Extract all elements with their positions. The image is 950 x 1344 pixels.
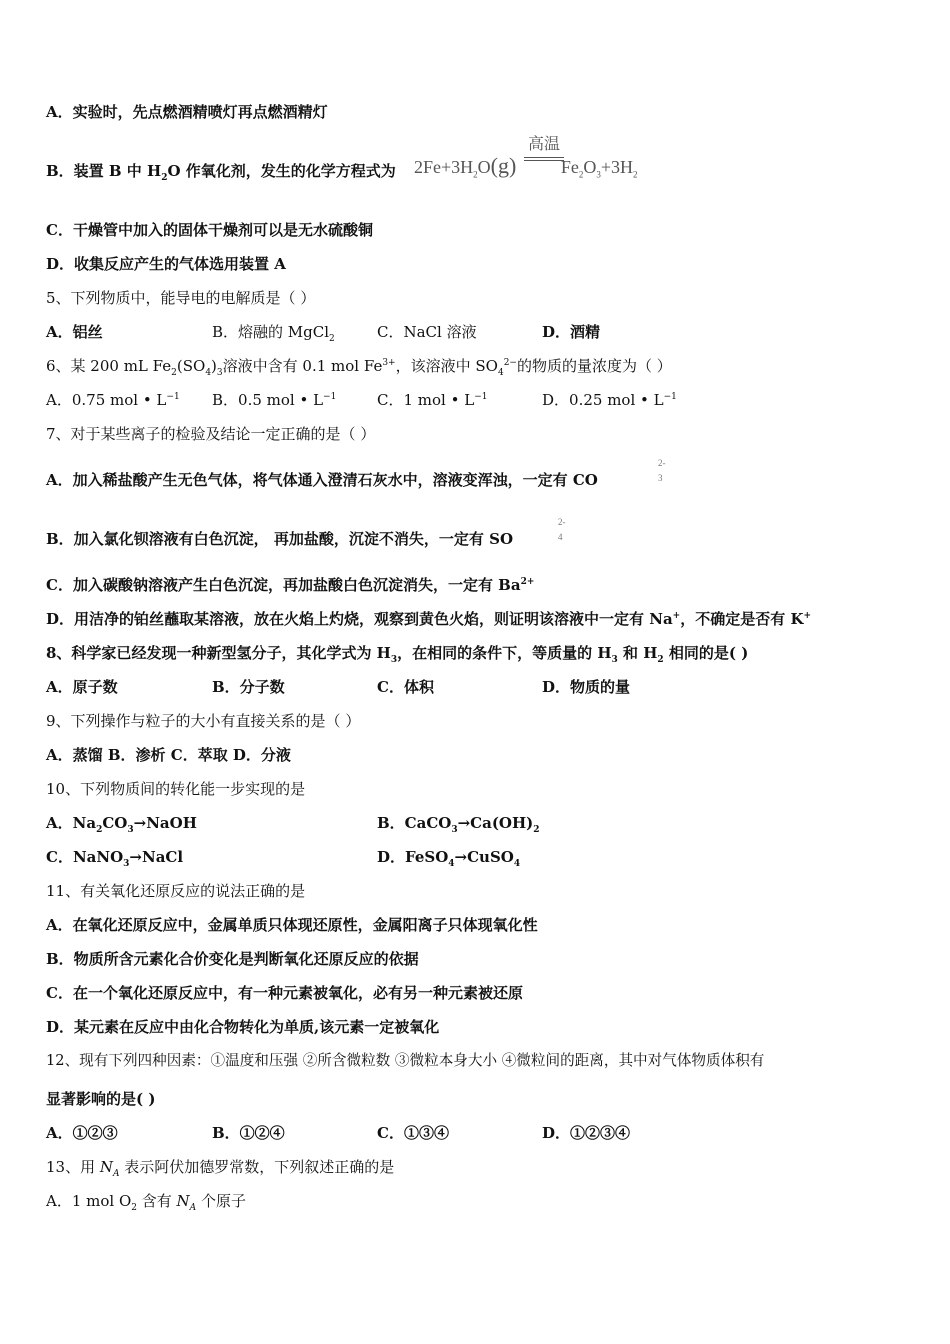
q6-sup-so4: 2− (503, 358, 517, 368)
q6-sub2: 2 (171, 368, 177, 378)
eq-plus-h: +3H (600, 157, 633, 177)
q8-s3: 和 H (617, 644, 658, 662)
q8-sub2: 3 (611, 655, 618, 665)
eq-o2: O (583, 157, 597, 177)
q5-option-a: A．铝丝 (46, 323, 103, 341)
q4-b-h: H (147, 162, 162, 180)
q4-b-h-sub: 2 (161, 173, 168, 183)
q13-a-sub: 2 (131, 1203, 137, 1213)
q6-c-text: C．1 mol • L (377, 391, 475, 409)
q4-b-mid: 作氧化剂，发生的化学方程式为 (180, 162, 396, 180)
chemical-equation (414, 136, 638, 180)
q5-b-text: B．熔融的 MgCl (212, 323, 330, 341)
q12-option-b: B．①②④ (212, 1124, 285, 1142)
eq-o: O (477, 157, 491, 177)
q6-sub4: 4 (205, 368, 212, 378)
q6-c-sup: −1 (474, 392, 488, 402)
q10-option-c (46, 847, 183, 867)
eq-equals-sign (524, 157, 564, 161)
eq-sub4: 2 (632, 169, 638, 180)
q10-a3: →NaOH (133, 814, 197, 832)
q7-b-subscript: 4 (558, 532, 563, 542)
q10-option-a (46, 813, 197, 833)
q13-s2: 表示阿伏加德罗常数，下列叙述正确的是 (119, 1158, 395, 1176)
q6-s6: 的物质的量浓度为（ ） (516, 357, 672, 375)
q5-option-b (212, 322, 335, 342)
q10-as1: 2 (96, 825, 103, 835)
q13-na: N (99, 1158, 113, 1176)
q13-a3: 个原子 (196, 1192, 246, 1210)
q6-d-sup: −1 (663, 392, 677, 402)
q6-s2: (SO (176, 357, 206, 375)
q10-ds1: 4 (448, 859, 455, 869)
q4-b-o: O (167, 162, 181, 180)
q7-d-sup1: + (672, 611, 681, 621)
q13-s1: 13、用 (46, 1158, 100, 1176)
q12-stem: 12、现有下列四种因素：①温度和压强 ②所含微粒数 ③微粒本身大小 ④微粒间的距离，其中对气体物质体积有 (46, 1052, 765, 1069)
q11-option-d: D．某元素在反应中由化合物转化为单质,该元素一定被氧化 (46, 1018, 440, 1036)
q6-d-text: D．0.25 mol • L (542, 391, 664, 409)
q10-d1: D．FeSO (377, 848, 449, 866)
q10-b2: →Ca(OH) (457, 814, 534, 832)
q10-d2: →CuSO (454, 848, 514, 866)
q5-option-d: D．酒精 (542, 323, 601, 341)
q13-a-na-sub-text: A (189, 1203, 197, 1213)
q7-c-sup: 2+ (520, 577, 535, 587)
q8-s2: ，在相同的条件下，等质量的 H (397, 644, 612, 662)
eq-sub2: 2 (578, 169, 584, 180)
q8-option-d: D．物质的量 (542, 678, 631, 696)
q8-option-a: A．原子数 (46, 678, 118, 696)
q6-s1: 6、某 200 mL Fe (46, 357, 172, 375)
q13-option-a (46, 1191, 246, 1211)
q6-s4: 溶液中含有 0.1 mol Fe (222, 357, 383, 375)
q6-option-c (377, 390, 487, 410)
q8-stem (46, 643, 748, 663)
q7-option-b: B．加入氯化钡溶液有白色沉淀， 再加盐酸，沉淀不消失，一定有 SO (46, 530, 514, 548)
eq-sub3: 3 (596, 169, 601, 180)
q7-stem: 7、对于某些离子的检验及结论一定正确的是（ ） (46, 425, 376, 443)
q12-option-a: A．①②③ (46, 1124, 118, 1142)
eq-condition: 高温 (528, 136, 561, 153)
q12-option-d: D．①②③④ (542, 1124, 631, 1142)
q11-stem: 11、有关氧化还原反应的说法正确的是 (46, 882, 306, 900)
q6-s3: ) (211, 357, 217, 375)
eq-fe: Fe (560, 157, 579, 177)
q8-option-b: B．分子数 (212, 678, 285, 696)
q6-option-a (46, 390, 180, 410)
q4-option-b (46, 161, 396, 181)
q7-d-sup2: + (803, 611, 812, 621)
q10-b1: B．CaCO (377, 814, 452, 832)
q10-a2: CO (102, 814, 128, 832)
q9-stem: 9、下列操作与粒子的大小有直接关系的是（ ） (46, 712, 361, 730)
q7-option-c (46, 575, 534, 595)
q7-c-text: C．加入碳酸钠溶液产生白色沉淀，再加盐酸白色沉淀消失，一定有 Ba (46, 576, 521, 594)
q6-b-text: B．0.5 mol • L (212, 391, 324, 409)
q6-option-d (542, 390, 677, 410)
eq-left: 2Fe+3H (414, 157, 474, 177)
q10-cs1: 3 (123, 859, 130, 869)
q13-a1: A．1 mol O (46, 1192, 132, 1210)
q5-option-c: C．NaCl 溶液 (377, 323, 477, 341)
q10-ds2: 4 (513, 859, 521, 869)
q8-sub3: 2 (657, 655, 664, 665)
q10-a1: A．Na (46, 814, 97, 832)
q6-b-sup: −1 (323, 392, 337, 402)
q9-options: A．蒸馏 B．渗析 C．萃取 D．分液 (46, 746, 291, 764)
q13-a2: 含有 (137, 1192, 177, 1210)
q8-sub1: 3 (390, 655, 398, 665)
q6-a-text: A．0.75 mol • L (46, 391, 167, 409)
q8-s1: 8、科学家已经发现一种新型氢分子，其化学式为 H (46, 644, 391, 662)
eq-gas: (g) (490, 153, 517, 178)
q4-option-a: A．实验时，先点燃酒精喷灯再点燃酒精灯 (46, 103, 328, 121)
q10-option-b (377, 813, 540, 833)
q7-d-text: D．用洁净的铂丝蘸取某溶液，放在火焰上灼烧，观察到黄色火焰，则证明该溶液中一定有 Na (46, 610, 673, 628)
q5-stem: 5、下列物质中，能导电的电解质是（ ） (46, 289, 316, 307)
q7-b-charge: 2- (558, 517, 566, 527)
q10-c1: C．NaNO (46, 848, 124, 866)
q6-stem (46, 356, 672, 376)
q11-option-b: B．物质所含元素化合价变化是判断氧化还原反应的依据 (46, 950, 419, 968)
eq-sub1: 2 (473, 169, 478, 180)
q8-option-c: C．体积 (377, 678, 434, 696)
q10-as2: 3 (127, 825, 134, 835)
q12-stem-cont: 显著影响的是( ) (46, 1090, 156, 1108)
q6-sup-fe: 3+ (382, 358, 396, 368)
q10-option-d (377, 847, 520, 867)
q10-stem: 10、下列物质间的转化能一步实现的是 (46, 780, 306, 798)
q13-a-na: N (176, 1192, 190, 1210)
q7-option-d (46, 609, 811, 629)
q4-option-d: D．收集反应产生的气体选用装置 A (46, 255, 286, 273)
q10-bs2: 2 (533, 825, 540, 835)
q7-option-a: A．加入稀盐酸产生无色气体，将气体通入澄清石灰水中，溶液变浑浊，一定有 CO (46, 471, 598, 489)
q10-c2: →NaCl (129, 848, 184, 866)
q10-bs1: 3 (451, 825, 458, 835)
q6-option-b (212, 390, 336, 410)
q7-a-subscript: 3 (658, 473, 663, 483)
q6-s5: ，该溶液中 SO (395, 357, 498, 375)
q11-option-c: C．在一个氧化还原反应中，有一种元素被氧化，必有另一种元素被还原 (46, 984, 523, 1002)
q13-na-sub-text: A (112, 1169, 120, 1179)
q13-stem (46, 1157, 394, 1177)
q4-option-c: C．干燥管中加入的固体干燥剂可以是无水硫酸铜 (46, 221, 373, 239)
q12-option-c: C．①③④ (377, 1124, 449, 1142)
q8-s4: 相同的是( ) (663, 644, 749, 662)
q6-a-sup: −1 (166, 392, 180, 402)
q7-d-mid: ，不确定是否有 K (680, 610, 804, 628)
q6-sub3: 3 (216, 368, 223, 378)
q4-b-prefix: B．装置 B 中 (46, 162, 148, 180)
q6-sub-so4: 4 (497, 368, 504, 378)
q7-a-charge: 2- (658, 458, 666, 468)
q11-option-a: A．在氧化还原反应中，金属单质只体现还原性，金属阳离子只体现氧化性 (46, 916, 538, 934)
q5-b-sub: 2 (329, 334, 335, 344)
